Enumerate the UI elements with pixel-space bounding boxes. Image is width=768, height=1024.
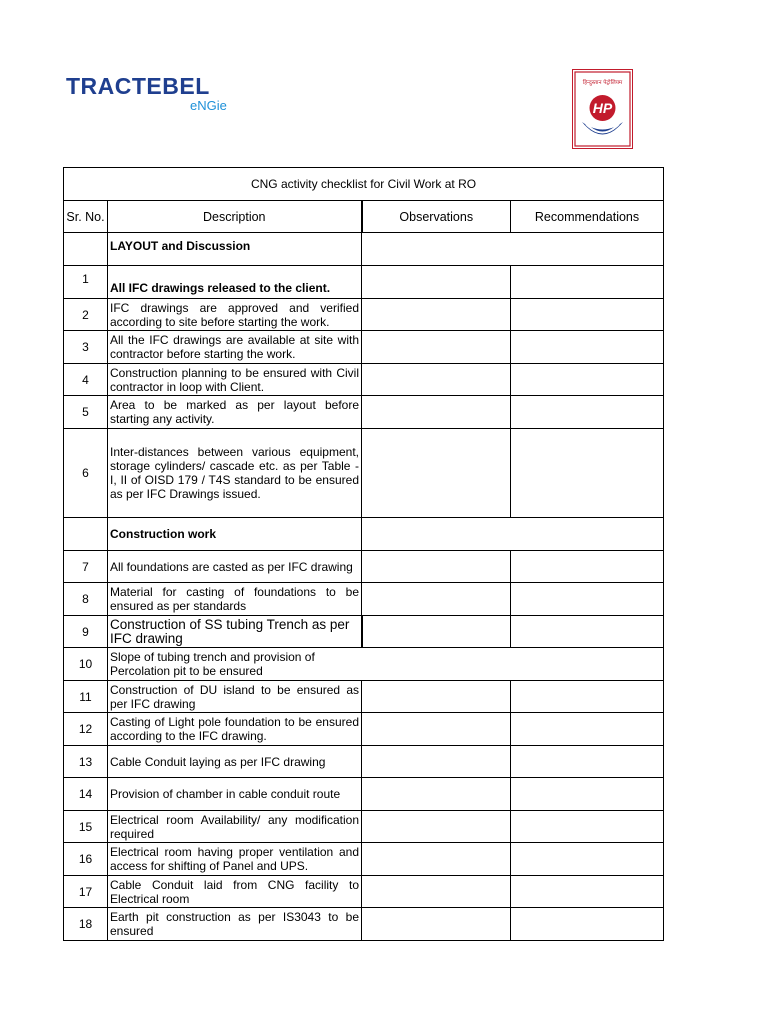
row-sr: 4 (64, 364, 108, 396)
row-observation-cell[interactable] (362, 713, 511, 746)
row-sr: 18 (64, 908, 108, 941)
table-row (64, 396, 664, 429)
row-description: Construction planning to be ensured with Civil contractor in loop with Client. (108, 364, 362, 396)
row-observation-cell[interactable] (362, 583, 511, 616)
row-recommendation-cell[interactable] (511, 616, 664, 648)
row-recommendation-cell[interactable] (511, 299, 664, 331)
row-description: Cable Conduit laying as per IFC drawing (108, 746, 362, 778)
row-observation-cell[interactable] (362, 778, 511, 811)
row-observation-cell[interactable] (362, 551, 511, 583)
row-observation-cell[interactable] (362, 746, 511, 778)
row-description: Construction of DU island to be ensured as per IFC drawing (108, 681, 362, 713)
row-recommendation-cell[interactable] (511, 876, 664, 908)
table-row (64, 778, 664, 811)
hp-logo (572, 69, 633, 149)
engie-logo-text: eNGie (190, 98, 227, 113)
col-header-recommendations: Recommendations (511, 201, 664, 233)
row-description: IFC drawings are approved and verified according to site before starting the work. (108, 299, 362, 331)
row-description: All foundations are casted as per IFC drawing (108, 551, 362, 583)
section-heading-construction: Construction work (108, 518, 362, 551)
row-description: All IFC drawings released to the client. (108, 266, 362, 299)
table-row (64, 681, 664, 713)
row-observation-cell[interactable] (362, 616, 511, 648)
row-sr: 5 (64, 396, 108, 429)
checklist-table (63, 167, 664, 941)
table-row (64, 908, 664, 941)
col-header-observations: Observations (362, 201, 511, 233)
table-row (64, 746, 664, 778)
row-sr: 6 (64, 429, 108, 518)
table-title: CNG activity checklist for Civil Work at RO (64, 168, 664, 201)
table-row (64, 331, 664, 364)
row-sr: 13 (64, 746, 108, 778)
row-sr: 17 (64, 876, 108, 908)
row-observation-cell[interactable] (362, 429, 511, 518)
table-row (64, 266, 664, 299)
table-row (64, 616, 664, 648)
row-sr: 10 (64, 648, 108, 681)
row-observation-cell[interactable] (362, 811, 511, 843)
row-sr: 9 (64, 616, 108, 648)
table-row (64, 583, 664, 616)
row-sr: 7 (64, 551, 108, 583)
table-title-row (64, 168, 664, 201)
row-description: Cable Conduit laid from CNG facility to Electrical room (108, 876, 362, 908)
col-header-description: Description (108, 201, 362, 233)
row-observation-cell[interactable] (362, 299, 511, 331)
table-row (64, 429, 664, 518)
row-recommendation-cell[interactable] (511, 713, 664, 746)
table-header-row (64, 201, 664, 233)
section-heading-layout: LAYOUT and Discussion (108, 233, 362, 266)
tractebel-engie-logo (66, 72, 246, 120)
row-recommendation-cell[interactable] (511, 551, 664, 583)
row-recommendation-cell[interactable] (511, 583, 664, 616)
row-observation-cell[interactable] (362, 876, 511, 908)
row-recommendation-cell[interactable] (511, 908, 664, 941)
table-row (64, 551, 664, 583)
row-observation-cell[interactable] (362, 843, 511, 876)
row-description: Slope of tubing trench and provision of Percolation pit to be ensured (108, 648, 664, 681)
row-observation-cell[interactable] (362, 266, 511, 299)
row-description: Electrical room Availability/ any modification required (108, 811, 362, 843)
section-row (64, 233, 664, 266)
col-header-sr-no: Sr. No. (64, 201, 108, 233)
table-row (64, 299, 664, 331)
row-observation-cell[interactable] (362, 331, 511, 364)
svg-text:हिन्दुस्तान पेट्रोलियम: हिन्दुस्तान पेट्रोलियम (582, 80, 623, 86)
row-sr: 14 (64, 778, 108, 811)
row-recommendation-cell[interactable] (511, 396, 664, 429)
row-recommendation-cell[interactable] (511, 843, 664, 876)
row-sr: 8 (64, 583, 108, 616)
row-description: Electrical room having proper ventilation and access for shifting of Panel and UPS. (108, 843, 362, 876)
row-recommendation-cell[interactable] (511, 681, 664, 713)
svg-text:HP: HP (592, 100, 613, 116)
row-observation-cell[interactable] (362, 396, 511, 429)
table-row (64, 811, 664, 843)
row-sr: 1 (64, 266, 108, 299)
row-description: Area to be marked as per layout before starting any activity. (108, 396, 362, 429)
row-description: Material for casting of foundations to be ensured as per standards (108, 583, 362, 616)
hp-emblem-icon (572, 69, 633, 149)
row-recommendation-cell[interactable] (511, 811, 664, 843)
row-description: Construction of SS tubing Trench as per IFC drawing (108, 616, 362, 648)
table-row (64, 876, 664, 908)
tractebel-logo-text: TRACTEBEL (66, 73, 210, 99)
row-sr: 12 (64, 713, 108, 746)
row-recommendation-cell[interactable] (511, 778, 664, 811)
row-sr: 15 (64, 811, 108, 843)
table-row (64, 364, 664, 396)
table-row (64, 713, 664, 746)
row-description: Inter-distances between various equipment, storage cylinders/ cascade etc. as per Table - I, II of OISD 179 / T4S standard to be ensured as per IFC Drawings issued. (108, 429, 362, 518)
row-recommendation-cell[interactable] (511, 266, 664, 299)
row-sr: 2 (64, 299, 108, 331)
row-description: Casting of Light pole foundation to be ensured according to the IFC drawing. (108, 713, 362, 746)
row-observation-cell[interactable] (362, 364, 511, 396)
row-description: All the IFC drawings are available at site with contractor before starting the work. (108, 331, 362, 364)
row-recommendation-cell[interactable] (511, 331, 664, 364)
table-row (64, 648, 664, 681)
row-sr: 16 (64, 843, 108, 876)
row-sr: 3 (64, 331, 108, 364)
row-description: Earth pit construction as per IS3043 to be ensured (108, 908, 362, 941)
table-row (64, 843, 664, 876)
row-observation-cell[interactable] (362, 681, 511, 713)
row-sr: 11 (64, 681, 108, 713)
row-recommendation-cell[interactable] (511, 746, 664, 778)
section-row (64, 518, 664, 551)
row-recommendation-cell[interactable] (511, 429, 664, 518)
row-description: Provision of chamber in cable conduit route (108, 778, 362, 811)
row-observation-cell[interactable] (362, 908, 511, 941)
row-recommendation-cell[interactable] (511, 364, 664, 396)
